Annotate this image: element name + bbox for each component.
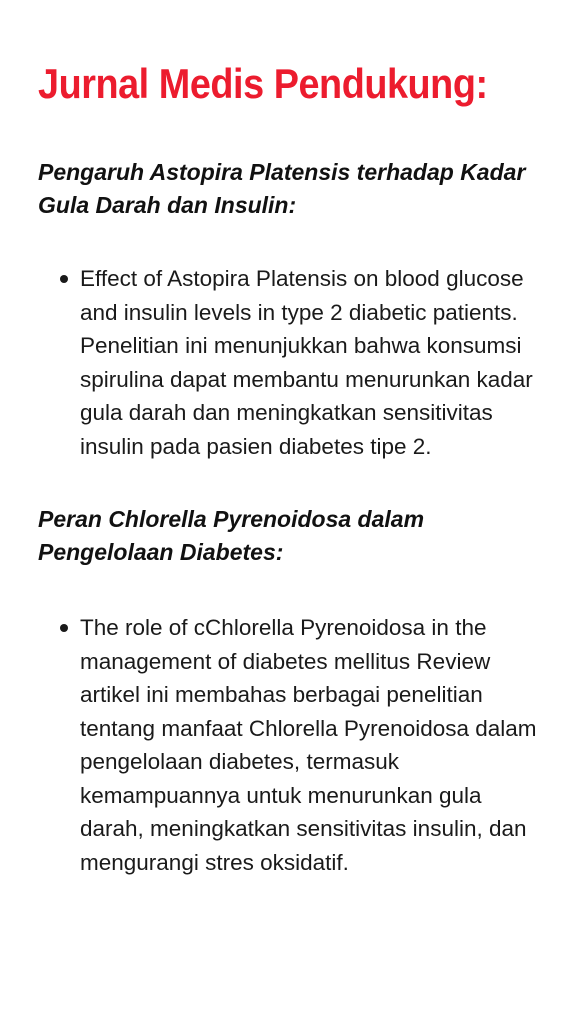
bullet-list-chlorella (38, 611, 538, 879)
bullet-icon (60, 624, 68, 632)
list-item-text: The role of cChlorella Pyrenoidosa in the management of diabetes mellitus Review artikel ini membahas berbagai penelitian tentang manfaat Chlorella Pyrenoidosa dalam pengelolaan diabetes, termasuk kemampuannya untuk menurunkan gula darah, meningkatkan sensitivitas insulin, dan mengurangi stres oksidatif. (80, 615, 537, 875)
list-item-text: Effect of Astopira Platensis on blood glucose and insulin levels in type 2 diabetic patients. Penelitian ini menunjukkan bahwa konsumsi spirulina dapat membantu menurunkan kadar gula darah dan meningkatkan sensitivitas insulin pada pasien diabetes tipe 2. (80, 266, 533, 459)
bullet-list-astopira (38, 262, 538, 463)
list-item (38, 262, 538, 463)
section-heading-chlorella: Peran Chlorella Pyrenoidosa dalam Pengelolaan Diabetes: (38, 506, 425, 565)
bullet-icon (60, 275, 68, 283)
list-item (38, 611, 538, 879)
section-heading-astopira: Pengaruh Astopira Platensis terhadap Kadar Gula Darah dan Insulin: (38, 159, 526, 218)
page-title: Jurnal Medis Pendukung: (38, 60, 488, 107)
